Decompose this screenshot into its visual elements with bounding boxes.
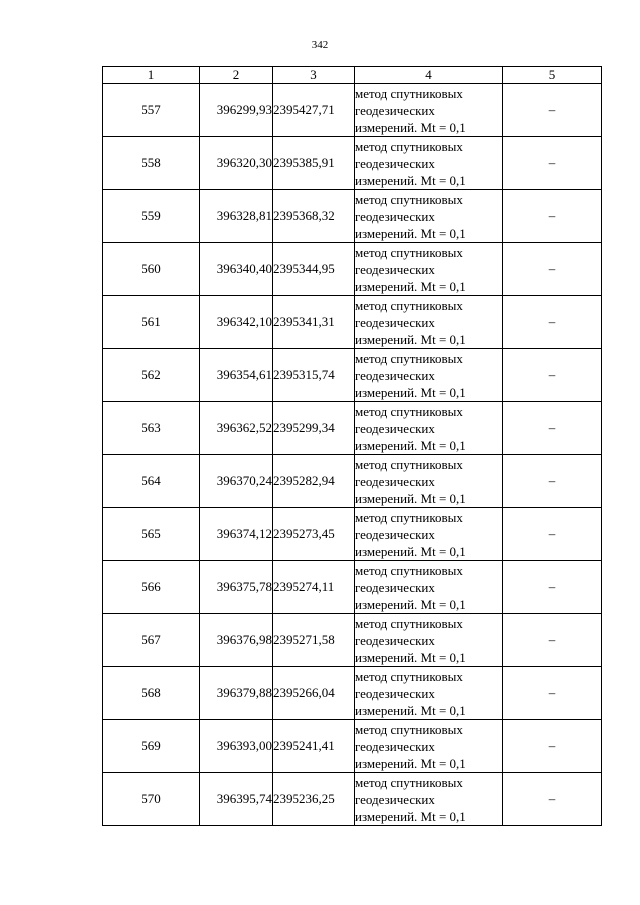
column-5-cell: – [503,508,602,561]
table-row [103,508,602,561]
method-text-line2: геодезических [355,579,435,595]
table-row [103,296,602,349]
table-row [103,667,602,720]
x-coordinate-cell: 396320,30 [200,137,273,190]
method-text-line3: измерений. Mt = 0,1 [355,649,466,665]
table-row [103,561,602,614]
x-coordinate-cell: 396328,81 [200,190,273,243]
y-coordinate-cell: 2395385,91 [273,137,355,190]
column-header-2: 2 [200,67,273,84]
method-text-line1: метод спутниковых [355,721,463,737]
method-text-line1: метод спутниковых [355,85,463,101]
x-coordinate-cell: 396299,93 [200,84,273,137]
y-coordinate-cell: 2395273,45 [273,508,355,561]
method-text-line2: геодезических [355,208,435,224]
point-number-cell: 569 [103,720,200,773]
y-coordinate-cell: 2395315,74 [273,349,355,402]
x-coordinate-cell: 396376,98 [200,614,273,667]
method-text-line3: измерений. Mt = 0,1 [355,543,466,559]
method-text-line1: метод спутниковых [355,403,463,419]
point-number-cell: 562 [103,349,200,402]
method-cell [355,720,503,773]
method-text-line3: измерений. Mt = 0,1 [355,755,466,771]
x-coordinate-cell: 396362,52 [200,402,273,455]
method-text-line3: измерений. Mt = 0,1 [355,225,466,241]
method-text-line2: геодезических [355,155,435,171]
method-text-line1: метод спутниковых [355,297,463,313]
method-cell [355,190,503,243]
table-row [103,614,602,667]
x-coordinate-cell: 396354,61 [200,349,273,402]
x-coordinate-cell: 396395,74 [200,773,273,826]
method-cell [355,455,503,508]
table-row [103,349,602,402]
x-coordinate-cell: 396393,00 [200,720,273,773]
column-5-cell: – [503,137,602,190]
point-number-cell: 566 [103,561,200,614]
method-cell [355,137,503,190]
method-cell [355,614,503,667]
method-text-line2: геодезических [355,261,435,277]
method-text-line1: метод спутниковых [355,456,463,472]
y-coordinate-cell: 2395241,41 [273,720,355,773]
method-text-line2: геодезических [355,420,435,436]
y-coordinate-cell: 2395282,94 [273,455,355,508]
method-text-line2: геодезических [355,791,435,807]
method-text-line3: измерений. Mt = 0,1 [355,172,466,188]
method-text-line1: метод спутниковых [355,191,463,207]
column-5-cell: – [503,720,602,773]
table-row [103,243,602,296]
point-number-cell: 568 [103,667,200,720]
method-text-line3: измерений. Mt = 0,1 [355,808,466,824]
column-5-cell: – [503,614,602,667]
column-header-5: 5 [503,67,602,84]
method-text-line2: геодезических [355,314,435,330]
method-text-line1: метод спутниковых [355,615,463,631]
method-text-line1: метод спутниковых [355,350,463,366]
method-text-line3: измерений. Mt = 0,1 [355,119,466,135]
table-row [103,455,602,508]
method-text-line1: метод спутниковых [355,562,463,578]
method-cell [355,84,503,137]
method-text-line3: измерений. Mt = 0,1 [355,331,466,347]
point-number-cell: 561 [103,296,200,349]
column-5-cell: – [503,84,602,137]
table-header-row [103,67,602,84]
method-cell [355,561,503,614]
method-text-line1: метод спутниковых [355,509,463,525]
method-text-line2: геодезических [355,632,435,648]
method-cell [355,667,503,720]
method-cell [355,349,503,402]
y-coordinate-cell: 2395274,11 [273,561,355,614]
column-5-cell: – [503,243,602,296]
x-coordinate-cell: 396370,24 [200,455,273,508]
point-number-cell: 567 [103,614,200,667]
method-text-line2: геодезических [355,526,435,542]
point-number-cell: 570 [103,773,200,826]
point-number-cell: 564 [103,455,200,508]
page-number: 342 [311,39,329,51]
method-cell [355,402,503,455]
y-coordinate-cell: 2395271,58 [273,614,355,667]
method-cell [355,296,503,349]
column-header-3: 3 [273,67,355,84]
point-number-cell: 565 [103,508,200,561]
column-header-1: 1 [103,67,200,84]
y-coordinate-cell: 2395236,25 [273,773,355,826]
method-text-line3: измерений. Mt = 0,1 [355,384,466,400]
point-number-cell: 559 [103,190,200,243]
x-coordinate-cell: 396375,78 [200,561,273,614]
coordinates-table [102,66,602,826]
y-coordinate-cell: 2395341,31 [273,296,355,349]
table-row [103,84,602,137]
y-coordinate-cell: 2395299,34 [273,402,355,455]
method-text-line2: геодезических [355,738,435,754]
column-5-cell: – [503,561,602,614]
method-cell [355,773,503,826]
method-text-line3: измерений. Mt = 0,1 [355,702,466,718]
method-text-line1: метод спутниковых [355,138,463,154]
x-coordinate-cell: 396374,12 [200,508,273,561]
y-coordinate-cell: 2395344,95 [273,243,355,296]
table-row [103,402,602,455]
point-number-cell: 558 [103,137,200,190]
column-5-cell: – [503,402,602,455]
method-text-line2: геодезических [355,473,435,489]
method-text-line2: геодезических [355,102,435,118]
column-5-cell: – [503,667,602,720]
method-text-line1: метод спутниковых [355,244,463,260]
table-body [103,84,602,826]
y-coordinate-cell: 2395427,71 [273,84,355,137]
x-coordinate-cell: 396379,88 [200,667,273,720]
column-5-cell: – [503,773,602,826]
column-5-cell: – [503,455,602,508]
table-row [103,190,602,243]
column-5-cell: – [503,349,602,402]
point-number-cell: 563 [103,402,200,455]
method-text-line3: измерений. Mt = 0,1 [355,278,466,294]
column-header-4: 4 [355,67,503,84]
method-text-line1: метод спутниковых [355,668,463,684]
column-5-cell: – [503,296,602,349]
method-cell [355,243,503,296]
x-coordinate-cell: 396342,10 [200,296,273,349]
y-coordinate-cell: 2395266,04 [273,667,355,720]
method-text-line3: измерений. Mt = 0,1 [355,490,466,506]
method-text-line1: метод спутниковых [355,774,463,790]
y-coordinate-cell: 2395368,32 [273,190,355,243]
table-row [103,720,602,773]
point-number-cell: 557 [103,84,200,137]
table-row [103,137,602,190]
column-5-cell: – [503,190,602,243]
table-row [103,773,602,826]
method-text-line2: геодезических [355,367,435,383]
method-cell [355,508,503,561]
x-coordinate-cell: 396340,40 [200,243,273,296]
point-number-cell: 560 [103,243,200,296]
method-text-line2: геодезических [355,685,435,701]
method-text-line3: измерений. Mt = 0,1 [355,596,466,612]
method-text-line3: измерений. Mt = 0,1 [355,437,466,453]
